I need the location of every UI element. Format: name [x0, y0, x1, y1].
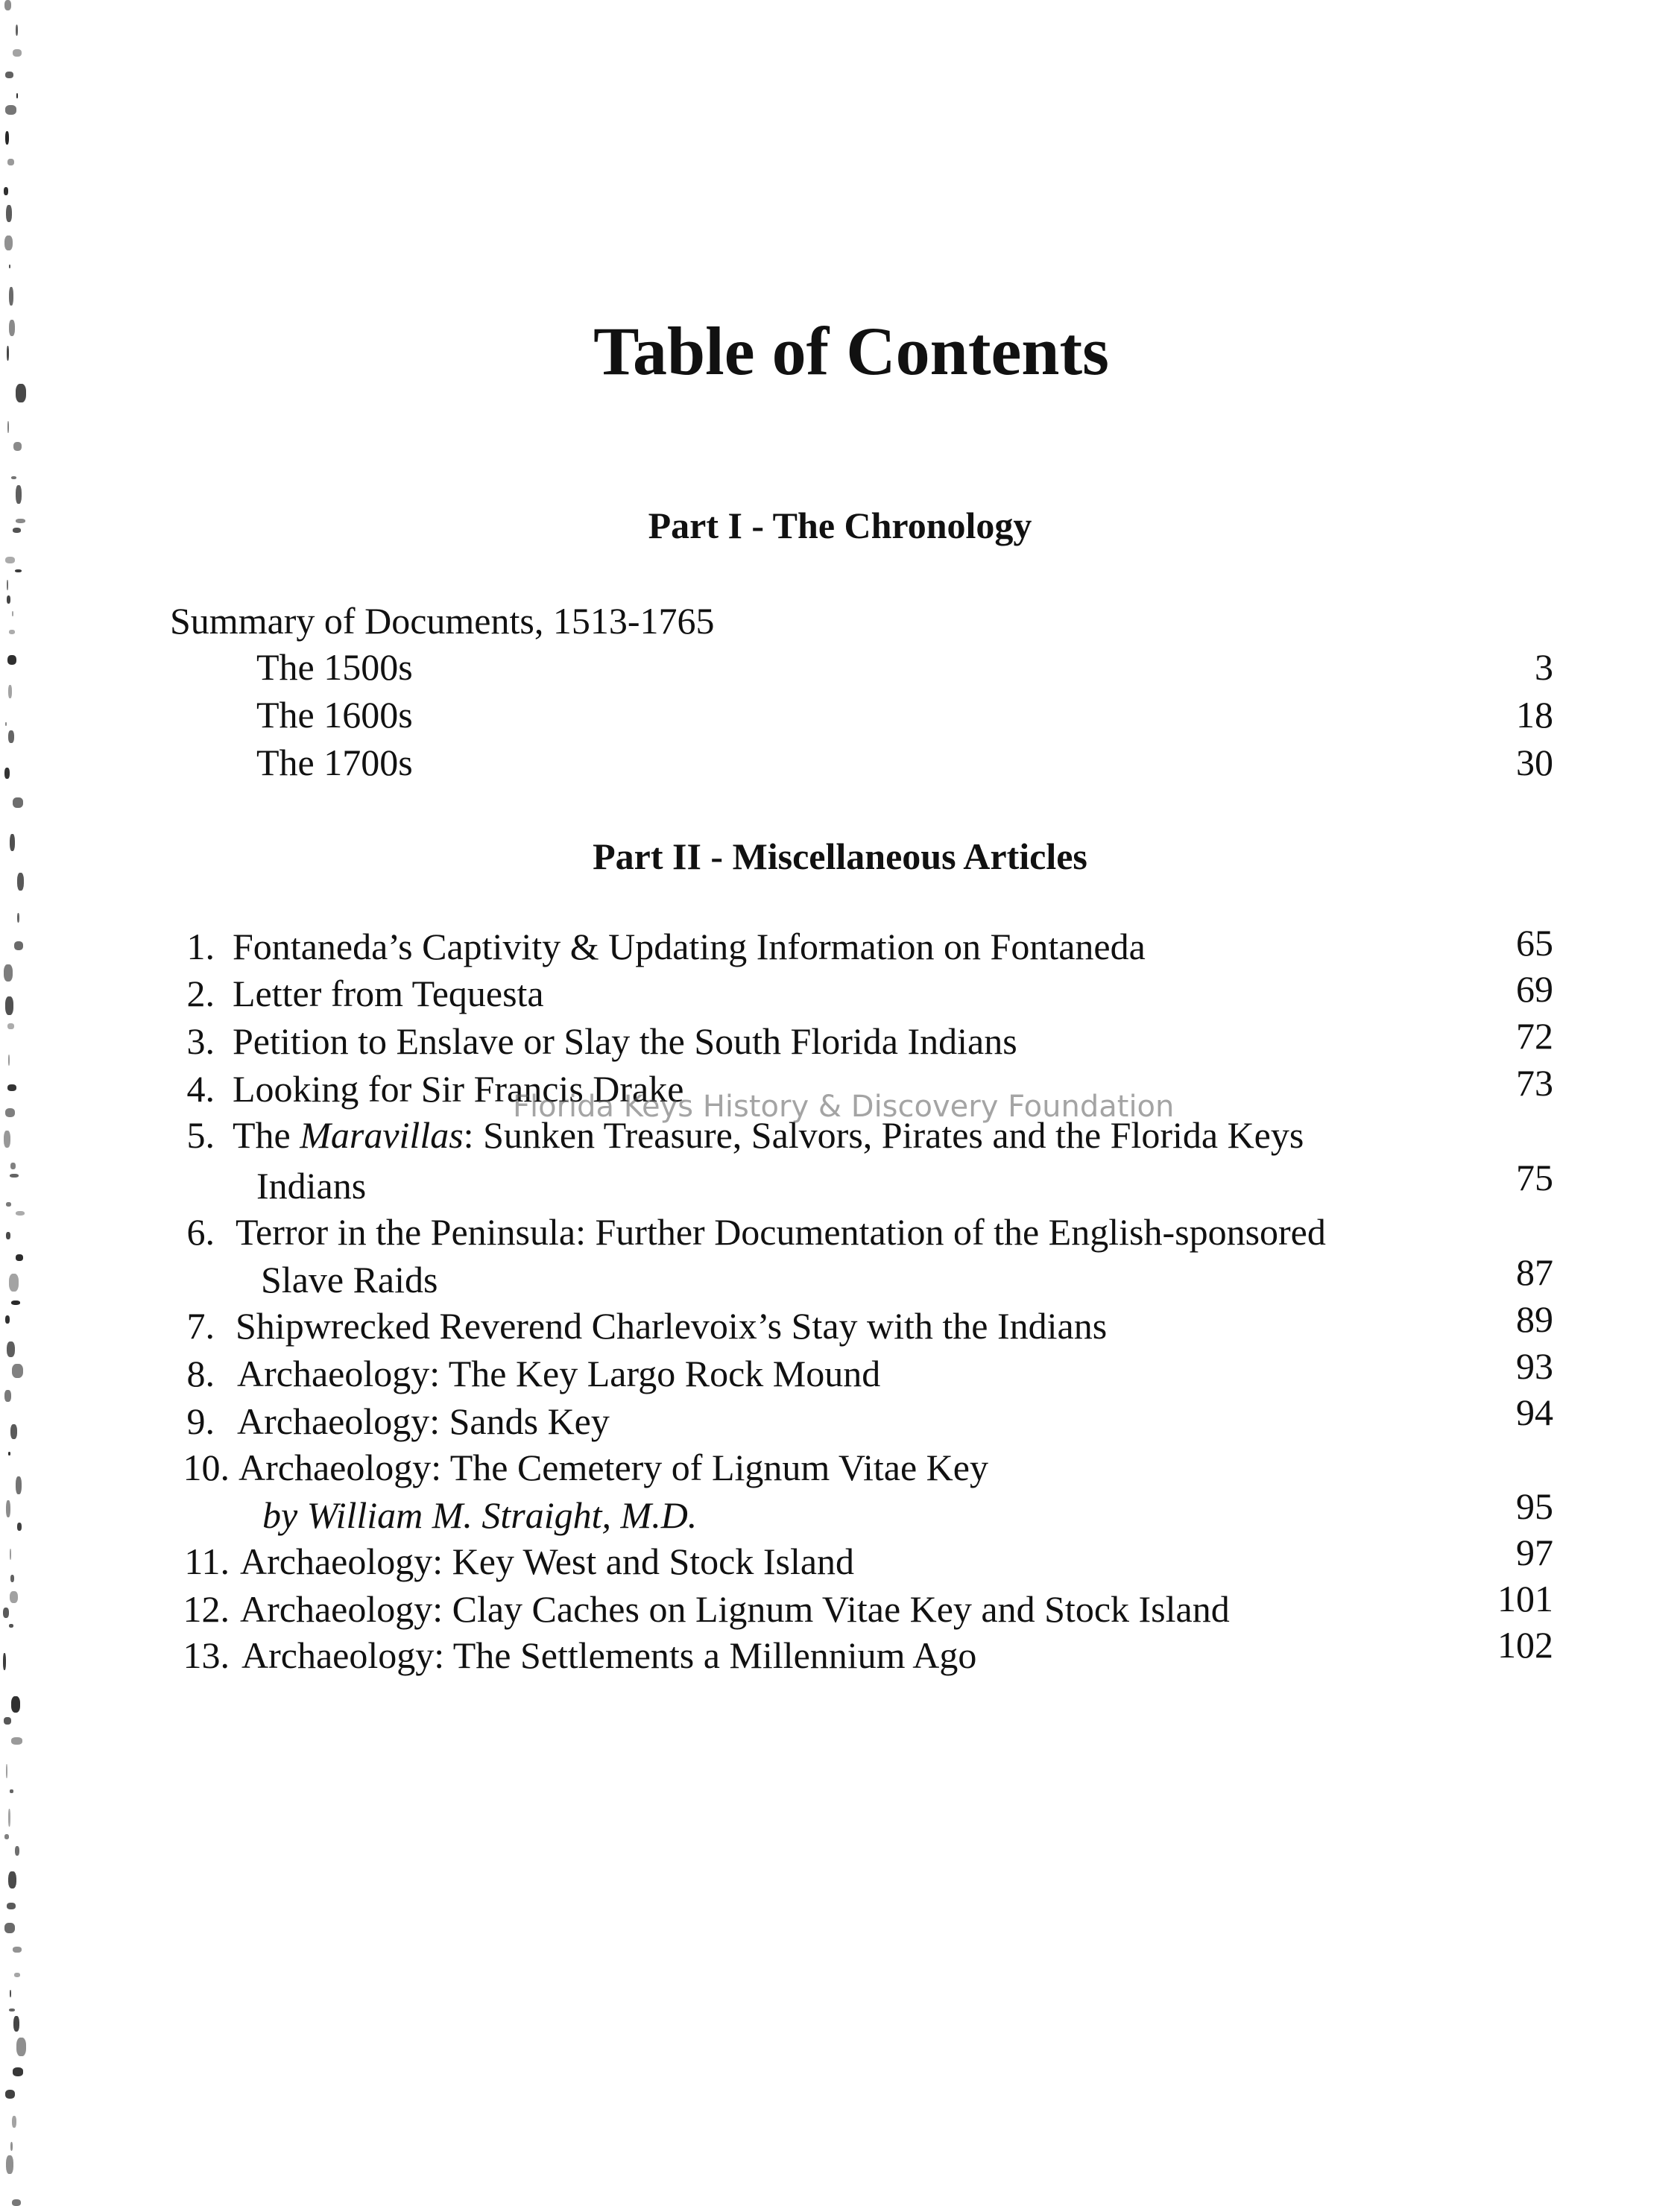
part1-page-1700s: 30 — [1516, 742, 1553, 783]
scan-mark — [16, 1476, 22, 1494]
entry-page: 87 — [1516, 1251, 1553, 1293]
entry-number: 7. — [186, 1305, 215, 1347]
scan-mark — [13, 442, 22, 451]
scan-mark — [4, 964, 13, 982]
scan-mark — [5, 72, 13, 78]
scan-mark — [4, 1131, 10, 1148]
scan-mark — [6, 1764, 7, 1778]
entry-title-italic: Maravillas — [300, 1114, 464, 1156]
scan-mark — [7, 595, 10, 604]
entry-number: 4. — [186, 1068, 215, 1110]
scan-mark — [5, 1315, 10, 1324]
scan-mark — [3, 1653, 6, 1670]
scan-mark — [5, 105, 16, 115]
entry-title: Fontaneda’s Captivity & Updating Information on Fontaneda — [233, 926, 1146, 967]
scan-mark — [4, 1390, 11, 1402]
scan-mark — [10, 1990, 11, 1997]
entry-number: 9. — [186, 1400, 215, 1442]
scan-mark — [5, 1108, 15, 1117]
scan-mark — [8, 685, 12, 698]
scan-mark — [10, 1789, 13, 1793]
part1-entry-1500s: The 1500s — [256, 646, 413, 688]
entry-page: 72 — [1516, 1015, 1553, 1057]
entry-page: 93 — [1516, 1345, 1553, 1387]
entry-title-continued: Indians — [256, 1165, 367, 1207]
scan-mark — [14, 1973, 20, 1977]
entry-title: Archaeology: Sands Key — [237, 1400, 610, 1442]
scan-mark — [16, 2038, 26, 2056]
part2-heading: Part II - Miscellaneous Articles — [593, 835, 1087, 877]
scan-mark — [16, 25, 18, 36]
scan-mark — [17, 873, 24, 891]
entry-number: 3. — [186, 1020, 215, 1062]
scan-mark — [5, 996, 13, 1015]
page-title: Table of Contents — [593, 313, 1109, 389]
entry-title: Petition to Enslave or Slay the South Florida Indians — [233, 1020, 1017, 1062]
scan-mark — [9, 2009, 15, 2011]
scan-mark — [6, 1202, 11, 1207]
scan-mark — [11, 1300, 20, 1305]
entry-page: 101 — [1497, 1578, 1553, 1619]
scan-mark — [6, 1232, 10, 1239]
scan-mark — [4, 187, 8, 195]
scan-mark — [10, 1424, 17, 1439]
entry-number: 8. — [186, 1353, 215, 1394]
entry-title: Archaeology: Key West and Stock Island — [240, 1540, 855, 1582]
watermark: Florida Keys History & Discovery Foundation — [513, 1090, 1175, 1124]
scan-mark — [8, 1055, 10, 1066]
scan-mark — [9, 265, 10, 268]
scan-mark — [13, 49, 22, 57]
entry-page: 69 — [1516, 968, 1553, 1010]
scan-mark — [7, 159, 14, 165]
scan-mark — [7, 1084, 16, 1091]
scan-mark — [13, 2016, 19, 2032]
entry-page: 89 — [1516, 1298, 1553, 1340]
entry-title-suffix: : Sunken Treasure, Salvors, Pirates and the Florida Keys — [463, 1114, 1304, 1156]
entry-title: Looking for Sir Francis Drake — [233, 1068, 684, 1110]
scan-mark — [10, 1549, 11, 1560]
entry-title: Archaeology: The Cemetery of Lignum Vitae Key — [239, 1447, 988, 1488]
entry-title: Shipwrecked Reverend Charlevoix’s Stay with the Indians — [236, 1305, 1108, 1347]
scan-mark — [6, 205, 12, 222]
entry-number: 5. — [186, 1114, 215, 1156]
scan-mark — [7, 421, 9, 433]
scan-mark — [15, 569, 22, 572]
scan-mark — [9, 1274, 19, 1292]
scan-mark — [11, 476, 16, 479]
scan-mark — [4, 768, 10, 779]
entry-number: 10. — [183, 1447, 230, 1488]
scan-mark — [10, 1163, 16, 1169]
entry-page: 73 — [1516, 1062, 1553, 1104]
scan-mark — [5, 2090, 15, 2099]
scan-mark — [7, 1341, 15, 1357]
entry-number: 1. — [186, 926, 215, 967]
scan-mark — [7, 1023, 14, 1029]
scan-mark — [4, 236, 13, 250]
scan-mark — [4, 1923, 15, 1933]
scan-mark — [16, 1254, 23, 1261]
scan-mark — [17, 1523, 22, 1531]
scan-mark — [16, 1211, 25, 1216]
entry-title-prefix: The — [233, 1114, 300, 1156]
part1-page-1600s: 18 — [1516, 694, 1553, 736]
scan-mark — [8, 730, 14, 743]
entry-title: Archaeology: Clay Caches on Lignum Vitae Key and Stock Island — [240, 1588, 1230, 1630]
scan-mark — [13, 797, 23, 808]
part1-entry-1700s: The 1700s — [256, 742, 413, 783]
scan-mark — [10, 2142, 13, 2151]
scan-mark — [10, 1591, 18, 1603]
scan-mark — [4, 1717, 11, 1725]
scan-mark — [12, 2116, 16, 2128]
scan-mark — [16, 384, 26, 402]
scan-mark — [11, 1696, 20, 1713]
entry-page: 75 — [1516, 1157, 1553, 1198]
entry-page: 102 — [1497, 1624, 1553, 1666]
scan-mark — [9, 1624, 13, 1628]
scan-mark — [14, 941, 23, 950]
entry-number: 13. — [183, 1634, 230, 1676]
entry-page: 65 — [1516, 922, 1553, 964]
entry-title: Archaeology: The Settlements a Millennium Ago — [241, 1634, 977, 1676]
entry-title-continued: Slave Raids — [261, 1259, 438, 1300]
scan-mark — [6, 2155, 13, 2174]
scan-mark — [12, 2199, 21, 2206]
scan-mark — [7, 655, 16, 665]
entry-title: Terror in the Peninsula: Further Documentation of the English-sponsored — [236, 1211, 1326, 1253]
part1-page-1500s: 3 — [1535, 646, 1553, 688]
scan-mark — [7, 1903, 16, 1909]
part1-summary: Summary of Documents, 1513-1765 — [170, 600, 715, 642]
entry-page: 97 — [1516, 1532, 1553, 1573]
scan-mark — [7, 580, 8, 590]
scan-mark — [16, 93, 18, 98]
scan-mark — [8, 1871, 16, 1889]
entry-number: 12. — [183, 1588, 230, 1630]
entry-number: 2. — [186, 973, 215, 1014]
entry-number: 11. — [184, 1540, 230, 1582]
scan-mark — [8, 1452, 10, 1456]
entry-page: 95 — [1516, 1485, 1553, 1527]
scan-mark — [8, 1809, 10, 1827]
scan-mark — [15, 1846, 19, 1856]
scan-mark — [5, 131, 9, 145]
scan-mark — [10, 1174, 19, 1178]
scan-mark — [9, 630, 15, 634]
part1-heading: Part I - The Chronology — [648, 505, 1032, 546]
scan-mark — [17, 913, 19, 923]
entry-title: Archaeology: The Key Largo Rock Mound — [237, 1353, 881, 1394]
entry-number: 6. — [186, 1211, 215, 1253]
scan-mark — [16, 485, 22, 504]
part1-entry-1600s: The 1600s — [256, 694, 413, 736]
scan-mark — [12, 611, 13, 616]
scan-mark — [11, 1737, 22, 1745]
scan-mark — [13, 2067, 23, 2076]
scan-mark — [4, 0, 11, 10]
scan-mark — [3, 1608, 9, 1618]
scan-mark — [12, 1364, 23, 1378]
scan-mark — [4, 1834, 9, 1839]
scan-mark — [10, 1575, 14, 1582]
scan-mark — [13, 1947, 22, 1953]
entry-page: 94 — [1516, 1391, 1553, 1433]
scan-mark — [6, 1500, 10, 1517]
scan-mark — [5, 722, 7, 726]
scan-mark — [9, 287, 13, 306]
scan-mark — [7, 346, 9, 361]
entry-author: by William M. Straight, M.D. — [262, 1494, 698, 1536]
scan-mark — [5, 557, 15, 563]
entry-title: Letter from Tequesta — [233, 973, 544, 1014]
